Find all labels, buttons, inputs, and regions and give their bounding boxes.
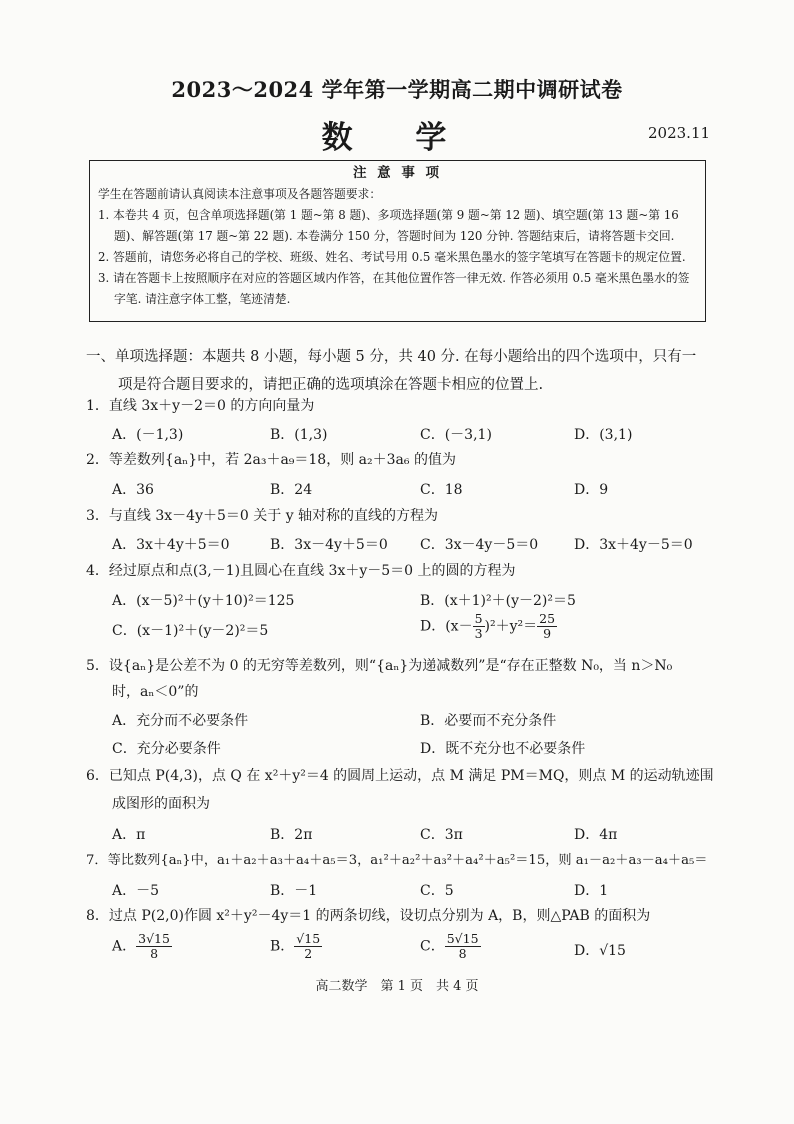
q4-option-a: A．(x－5)²＋(y＋10)²＝125 <box>112 593 295 609</box>
question-6-stem-line-2: 成图形的面积为 <box>112 796 210 812</box>
q4-option-d <box>420 612 557 641</box>
q6-option-a: A．π <box>112 827 146 843</box>
q8-a-prefix: A． <box>112 938 137 955</box>
section-line-2: 项是符合题目要求的，请把正确的选项填涂在答题卡相应的位置上. <box>118 377 544 393</box>
q3-option-a: A．3x＋4y＋5＝0 <box>112 537 230 553</box>
q7-option-c: C．5 <box>420 883 454 899</box>
q8-option-a <box>112 932 172 961</box>
q7-option-d: D．1 <box>574 883 609 899</box>
q7-option-a: A．－5 <box>112 883 160 899</box>
q8-option-d: D．√15 <box>574 943 626 959</box>
q6-option-d: D．4π <box>574 827 618 843</box>
q4-d-fraction-2 <box>537 612 557 641</box>
question-4-stem: 4．经过原点和点(3,－1)且圆心在直线 3x＋y－5＝0 上的圆的方程为 <box>86 563 516 579</box>
q8-a-fraction <box>136 932 172 961</box>
q8-option-c <box>420 932 481 961</box>
question-6-stem-line-1: 6．已知点 P(4,3)，点 Q 在 x²＋y²＝4 的圆周上运动，点 M 满足 PM＝MQ，则点 M 的运动轨迹围 <box>86 768 714 784</box>
q8-b-prefix: B． <box>270 938 295 955</box>
q5-option-c: C．充分必要条件 <box>112 741 221 757</box>
q2-option-a: A．36 <box>112 482 154 498</box>
section-header <box>86 343 726 399</box>
q4-d-numerator: 5 <box>474 611 483 626</box>
q2-option-d: D．9 <box>574 482 609 498</box>
question-3-stem: 3．与直线 3x－4y＋5＝0 关于 y 轴对称的直线的方程为 <box>86 508 439 524</box>
q8-c-fraction <box>445 932 481 961</box>
q1-option-d: D．(3,1) <box>574 427 633 443</box>
q5-option-b: B．必要而不充分条件 <box>420 713 557 729</box>
q3-option-b: B．3x－4y＋5＝0 <box>270 537 388 553</box>
exam-date: 2023.11 <box>648 124 711 142</box>
q5-option-d: D．既不充分也不必要条件 <box>420 741 586 757</box>
q4-d-denominator: 3 <box>474 626 483 641</box>
q6-option-b: B．2π <box>270 827 313 843</box>
question-8-stem: 8．过点 P(2,0)作圆 x²＋y²－4y＝1 的两条切线，设切点分别为 A，B，则△PAB 的面积为 <box>86 908 651 924</box>
q4-d-fraction <box>473 612 485 641</box>
notice-item-3: 3. 请在答题卡上按照顺序在对应的答题区域内作答，在其他位置作答一律无效. 作答必须用 0.5 毫米黑色墨水的签字笔. 请注意字体工整，笔迹清楚. <box>98 271 690 306</box>
q8-c-prefix: C． <box>420 938 445 955</box>
q4-option-b: B．(x＋1)²＋(y－2)²＝5 <box>420 593 576 609</box>
q4-d-middle: )²＋y²＝ <box>484 618 538 635</box>
q5-option-a: A．充分而不必要条件 <box>112 713 249 729</box>
q1-option-b: B．(1,3) <box>270 427 328 443</box>
notice-intro: 学生在答题前请认真阅读本注意事项及各题答题要求： <box>98 187 382 201</box>
question-1-stem: 1．直线 3x＋y－2＝0 的方向向量为 <box>86 398 315 414</box>
q3-option-c: C．3x－4y－5＝0 <box>420 537 539 553</box>
q8-option-b <box>270 932 322 961</box>
question-5-stem-line-1: 5．设{aₙ}是公差不为 0 的无穷等差数列，则“{aₙ}为递减数列”是“存在正整数 N₀，当 n＞N₀ <box>86 658 673 674</box>
question-2-stem: 2．等差数列{aₙ}中，若 2a₃＋a₉＝18，则 a₂＋3a₆ 的值为 <box>86 452 456 468</box>
q8-b-numerator: √15 <box>296 931 321 946</box>
notice-item-2: 2. 答题前，请您务必将自己的学校、班级、姓名、考试号用 0.5 毫米黑色墨水的签字笔填写在答题卡的规定位置. <box>98 250 686 264</box>
q4-option-c: C．(x－1)²＋(y－2)²＝5 <box>112 623 269 639</box>
q8-a-numerator: 3√15 <box>138 931 170 946</box>
q4-d-prefix: D．(x－ <box>420 618 473 635</box>
exam-title: 2023～2024 学年第一学期高二期中调研试卷 <box>171 77 623 102</box>
q8-c-numerator: 5√15 <box>446 931 479 946</box>
subject-title: 数 学 <box>321 120 473 156</box>
q1-option-a: A．(－1,3) <box>112 427 184 443</box>
q2-option-b: B．24 <box>270 482 313 498</box>
question-7-stem: 7．等比数列{aₙ}中，a₁＋a₂＋a₃＋a₄＋a₅＝3，a₁²＋a₂²＋a₃²＋a₄²＋a₅²＝15，则 a₁－a₂＋a₃－a₄＋a₅＝ <box>86 853 708 868</box>
q4-d-denominator-2: 9 <box>543 626 552 641</box>
q3-option-d: D．3x＋4y－5＝0 <box>574 537 693 553</box>
notice-title: 注 意 事 项 <box>352 165 443 181</box>
notice-item-1: 1. 本卷共 4 页，包含单项选择题(第 1 题~第 8 题)、多项选择题(第 9 题~第 12 题)、填空题(第 13 题~第 16 题)、解答题(第 17 题~第 22 题). 本卷满分 150 分，答题时间为 120 分钟. 答题结束后，请将答题卡交回. <box>98 208 679 243</box>
q1-option-c: C．(－3,1) <box>420 427 492 443</box>
q8-b-fraction <box>294 932 322 961</box>
q4-d-numerator-2: 25 <box>539 611 556 626</box>
section-line-1: 一、单项选择题：本题共 8 小题，每小题 5 分，共 40 分. 在每小题给出的四个选项中，只有一 <box>86 349 697 365</box>
notice-box <box>89 160 706 322</box>
q8-a-denominator: 8 <box>150 946 159 961</box>
q8-b-denominator: 2 <box>304 946 313 961</box>
question-5-stem-line-2: 时，aₙ＜0”的 <box>112 684 199 700</box>
q6-option-c: C．3π <box>420 827 463 843</box>
page-footer: 高二数学 第 1 页 共 4 页 <box>315 979 479 994</box>
q7-option-b: B．－1 <box>270 883 318 899</box>
q8-c-denominator: 8 <box>458 946 467 961</box>
q2-option-c: C．18 <box>420 482 463 498</box>
